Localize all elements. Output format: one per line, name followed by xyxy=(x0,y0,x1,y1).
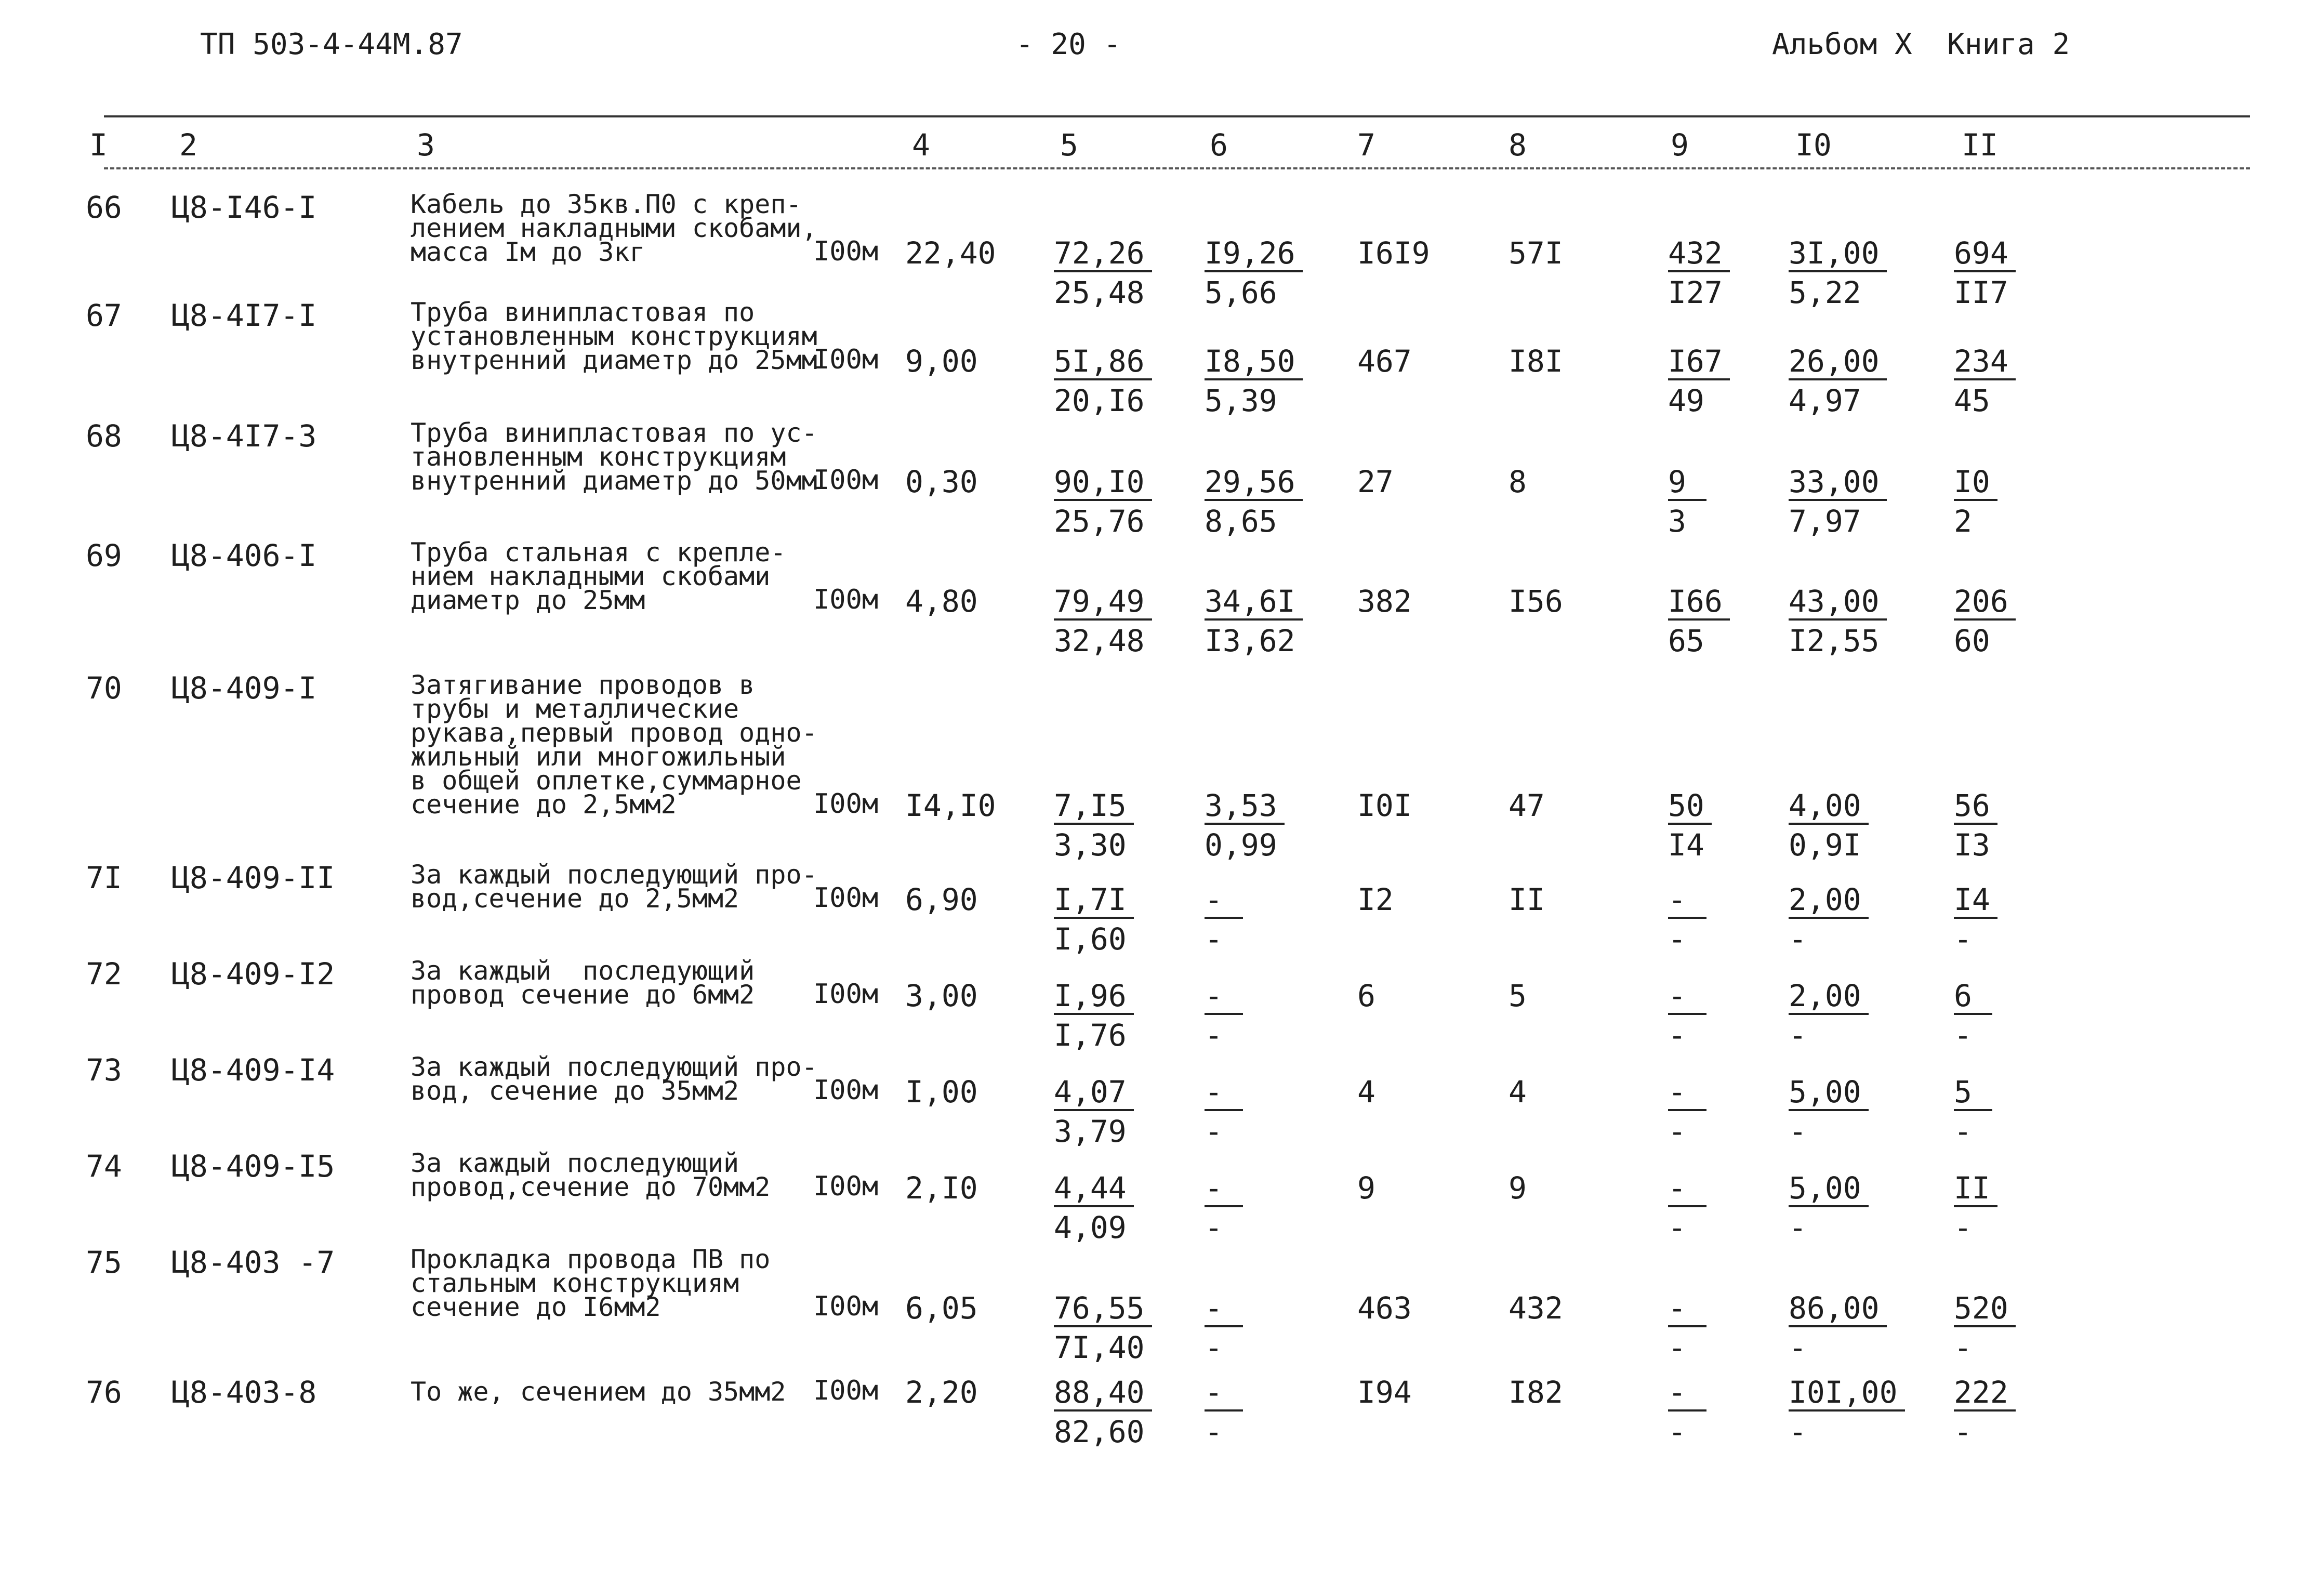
row-quantity: 6,90 xyxy=(905,882,978,917)
fraction-c9 xyxy=(1668,1170,1706,1245)
fraction-c11 xyxy=(1954,464,1997,539)
fraction-c5 xyxy=(1054,788,1134,863)
fraction-c6 xyxy=(1205,464,1303,539)
fraction-denominator: 3 xyxy=(1668,504,1686,539)
row-col8: 57I xyxy=(1509,235,1563,271)
fraction-numerator: 50 xyxy=(1668,790,1712,825)
row-quantity: 2,I0 xyxy=(905,1170,978,1206)
row-unit: I00м xyxy=(813,1171,879,1202)
fraction-numerator: I,7I xyxy=(1054,885,1134,919)
row-col7: 467 xyxy=(1357,344,1412,379)
fraction-c11 xyxy=(1954,1170,1997,1245)
row-number: 68 xyxy=(86,418,122,454)
row-description xyxy=(411,956,816,1010)
description-line: Труба винипластовая по xyxy=(411,297,755,327)
fraction-c9 xyxy=(1668,788,1712,863)
fraction-numerator: 4,44 xyxy=(1054,1173,1134,1207)
row-col8: 4 xyxy=(1509,1074,1527,1110)
row-col7: 463 xyxy=(1357,1290,1412,1326)
fraction-denominator: 25,76 xyxy=(1054,504,1145,539)
fraction-denominator: I3,62 xyxy=(1205,623,1295,658)
fraction-denominator: 60 xyxy=(1954,623,1990,658)
fraction-denominator: - xyxy=(1789,1330,1807,1365)
fraction-numerator: I9,26 xyxy=(1205,238,1303,272)
fraction-denominator: 7I,40 xyxy=(1054,1330,1145,1365)
fraction-denominator: II7 xyxy=(1954,275,2008,310)
description-line: За каждый последующий про- xyxy=(411,860,817,890)
column-header-2: 2 xyxy=(179,127,197,163)
row-col7: 4 xyxy=(1357,1074,1375,1110)
fraction-c11 xyxy=(1954,1290,2016,1365)
fraction-numerator: - xyxy=(1205,1293,1243,1327)
row-col8: II xyxy=(1509,882,1545,917)
fraction-c10 xyxy=(1789,1377,1905,1447)
row-quantity: 0,30 xyxy=(905,464,978,499)
row-col8: I8I xyxy=(1509,344,1563,379)
fraction-numerator: 3I,00 xyxy=(1789,238,1887,272)
row-col8: I56 xyxy=(1509,584,1563,619)
fraction-denominator: - xyxy=(1668,1210,1686,1245)
description-line: сечение до I6мм2 xyxy=(411,1292,661,1322)
description-line: внутренний диаметр до 50мм xyxy=(411,466,817,496)
row-col7: I0I xyxy=(1357,788,1412,823)
row-quantity: 9,00 xyxy=(905,344,978,379)
fraction-denominator: 45 xyxy=(1954,383,1990,418)
fraction-numerator: 72,26 xyxy=(1054,238,1152,272)
row-unit: I00м xyxy=(813,788,879,820)
fraction-c9 xyxy=(1668,978,1706,1053)
description-line: в общей оплетке,суммарное xyxy=(411,766,802,796)
row-col8: 47 xyxy=(1509,788,1545,823)
fraction-c10 xyxy=(1789,235,1887,310)
fraction-c9 xyxy=(1668,1290,1706,1365)
description-line: внутренний диаметр до 25мм xyxy=(411,345,817,375)
fraction-numerator: 4,00 xyxy=(1789,790,1869,825)
fraction-c9 xyxy=(1668,882,1706,957)
column-header-3: 3 xyxy=(417,127,435,163)
fraction-denominator: - xyxy=(1668,1414,1686,1449)
fraction-numerator: I8,50 xyxy=(1205,346,1303,380)
fraction-denominator: I27 xyxy=(1668,275,1723,310)
fraction-numerator: 88,40 xyxy=(1054,1377,1152,1412)
row-description xyxy=(411,537,816,615)
fraction-denominator: 4,97 xyxy=(1789,383,1861,418)
description-line: сечение до 2,5мм2 xyxy=(411,789,677,820)
description-line: установленным конструкциям xyxy=(411,321,817,351)
fraction-c11 xyxy=(1954,978,1992,1053)
row-col7: I6I9 xyxy=(1357,235,1430,271)
column-header-4: 4 xyxy=(912,127,930,163)
fraction-c11 xyxy=(1954,235,2016,310)
fraction-numerator: 79,49 xyxy=(1054,586,1152,621)
description-line: За каждый последующий про- xyxy=(411,1052,817,1082)
fraction-c5 xyxy=(1054,1377,1152,1447)
fraction-numerator: - xyxy=(1668,981,1706,1015)
fraction-numerator: 520 xyxy=(1954,1293,2016,1327)
row-number: 73 xyxy=(86,1052,122,1088)
description-line: провод,сечение до 70мм2 xyxy=(411,1172,771,1202)
row-number: 72 xyxy=(86,956,122,992)
row-col8: 9 xyxy=(1509,1170,1527,1206)
fraction-denominator: 7,97 xyxy=(1789,504,1861,539)
fraction-c5 xyxy=(1054,1290,1152,1365)
fraction-denominator: I,76 xyxy=(1054,1018,1127,1053)
row-description xyxy=(411,189,817,267)
fraction-c11 xyxy=(1954,1377,2016,1447)
row-description xyxy=(411,1148,816,1202)
fraction-c5 xyxy=(1054,1074,1134,1149)
row-description xyxy=(411,860,817,914)
fraction-denominator: 0,9I xyxy=(1789,827,1861,863)
fraction-denominator: - xyxy=(1789,921,1807,957)
fraction-numerator: 9 xyxy=(1668,467,1706,501)
fraction-numerator: 6 xyxy=(1954,981,1992,1015)
description-line: рукава,первый провод одно- xyxy=(411,718,817,748)
fraction-denominator: - xyxy=(1954,921,1972,957)
row-col7: 382 xyxy=(1357,584,1412,619)
row-unit: I00м xyxy=(813,1375,879,1406)
description-line: Кабель до 35кв.П0 с креп- xyxy=(411,189,802,219)
row-description xyxy=(411,1244,816,1322)
fraction-numerator: 90,I0 xyxy=(1054,467,1152,501)
row-code: Ц8-409-I4 xyxy=(171,1052,335,1088)
column-header-6: 6 xyxy=(1210,127,1228,163)
fraction-denominator: 8,65 xyxy=(1205,504,1277,539)
row-number: 74 xyxy=(86,1149,122,1184)
column-header-11: II xyxy=(1962,127,1998,163)
row-quantity: 22,40 xyxy=(905,235,996,271)
fraction-c9 xyxy=(1668,1377,1706,1447)
description-line: масса Iм до 3кг xyxy=(411,237,645,267)
column-header-1: I xyxy=(89,127,108,163)
row-quantity: I4,I0 xyxy=(905,788,996,823)
fraction-c6 xyxy=(1205,882,1243,957)
fraction-c6 xyxy=(1205,1170,1243,1245)
fraction-numerator: I67 xyxy=(1668,346,1730,380)
fraction-denominator: - xyxy=(1668,1330,1686,1365)
column-header-7: 7 xyxy=(1357,127,1375,163)
row-col8: I82 xyxy=(1509,1375,1563,1410)
fraction-c5 xyxy=(1054,1170,1134,1245)
fraction-c5 xyxy=(1054,586,1152,656)
fraction-denominator: - xyxy=(1668,1018,1686,1053)
fraction-denominator: - xyxy=(1205,1018,1223,1053)
description-line: За каждый последующий xyxy=(411,1148,739,1178)
fraction-denominator: - xyxy=(1954,1210,1972,1245)
description-line: диаметр до 25мм xyxy=(411,585,645,615)
row-number: 67 xyxy=(86,298,122,333)
fraction-numerator: - xyxy=(1668,885,1706,919)
fraction-c9 xyxy=(1668,1074,1706,1149)
fraction-numerator: I,96 xyxy=(1054,981,1134,1015)
fraction-numerator: 5I,86 xyxy=(1054,346,1152,380)
fraction-numerator: - xyxy=(1668,1293,1706,1327)
fraction-denominator: - xyxy=(1954,1018,1972,1053)
fraction-c11 xyxy=(1954,346,2016,416)
fraction-denominator: 49 xyxy=(1668,383,1704,418)
fraction-denominator: - xyxy=(1954,1414,1972,1449)
fraction-numerator: I4 xyxy=(1954,885,1997,919)
fraction-c10 xyxy=(1789,1290,1887,1365)
fraction-c10 xyxy=(1789,464,1887,539)
fraction-c11 xyxy=(1954,788,1997,863)
fraction-denominator: - xyxy=(1205,1414,1223,1449)
fraction-numerator: I0I,00 xyxy=(1789,1377,1905,1412)
row-code: Ц8-4I7-3 xyxy=(171,418,317,454)
row-col8: 5 xyxy=(1509,978,1527,1013)
fraction-numerator: - xyxy=(1205,885,1243,919)
fraction-denominator: 20,I6 xyxy=(1054,383,1145,418)
fraction-c6 xyxy=(1205,1290,1243,1365)
fraction-numerator: I0 xyxy=(1954,467,1997,501)
row-number: 75 xyxy=(86,1245,122,1280)
fraction-numerator: 222 xyxy=(1954,1377,2016,1412)
row-description xyxy=(411,297,817,375)
fraction-numerator: I66 xyxy=(1668,586,1730,621)
fraction-c5 xyxy=(1054,235,1152,310)
row-unit: I00м xyxy=(813,1291,879,1322)
fraction-numerator: - xyxy=(1668,1377,1706,1412)
fraction-denominator: 3,79 xyxy=(1054,1114,1127,1149)
fraction-numerator: 3,53 xyxy=(1205,790,1285,825)
fraction-c10 xyxy=(1789,978,1869,1053)
description-line: трубы и металлические xyxy=(411,694,739,724)
description-line: жильный или многожильный xyxy=(411,742,786,772)
row-quantity: 4,80 xyxy=(905,584,978,619)
fraction-c9 xyxy=(1668,346,1730,416)
fraction-c10 xyxy=(1789,1074,1869,1149)
fraction-numerator: - xyxy=(1205,1377,1243,1412)
row-col7: 9 xyxy=(1357,1170,1375,1206)
fraction-denominator: - xyxy=(1789,1018,1807,1053)
row-col7: 27 xyxy=(1357,464,1394,499)
fraction-denominator: 82,60 xyxy=(1054,1414,1145,1449)
fraction-denominator: - xyxy=(1205,1210,1223,1245)
fraction-numerator: 34,6I xyxy=(1205,586,1303,621)
row-number: 66 xyxy=(86,190,122,225)
row-unit: I00м xyxy=(813,1075,879,1106)
description-line: провод сечение до 6мм2 xyxy=(411,980,755,1010)
row-code: Ц8-409-I5 xyxy=(171,1149,335,1184)
row-code: Ц8-403-8 xyxy=(171,1375,317,1410)
description-line: вод,сечение до 2,5мм2 xyxy=(411,883,739,914)
fraction-denominator: 3,30 xyxy=(1054,827,1127,863)
fraction-c9 xyxy=(1668,235,1730,310)
row-code: Ц8-409-I2 xyxy=(171,956,335,992)
row-number: 76 xyxy=(86,1375,122,1410)
row-code: Ц8-4I7-I xyxy=(171,298,317,333)
row-col8: 8 xyxy=(1509,464,1527,499)
row-col7: I94 xyxy=(1357,1375,1412,1410)
fraction-numerator: 2,00 xyxy=(1789,885,1869,919)
fraction-numerator: - xyxy=(1205,981,1243,1015)
description-line: нием накладными скобами xyxy=(411,561,771,591)
row-unit: I00м xyxy=(813,584,879,615)
fraction-c6 xyxy=(1205,788,1285,863)
row-unit: I00м xyxy=(813,236,879,267)
fraction-denominator: 32,48 xyxy=(1054,623,1145,658)
fraction-c9 xyxy=(1668,464,1706,539)
table-header-rule xyxy=(104,167,2250,169)
fraction-numerator: 234 xyxy=(1954,346,2016,380)
fraction-c10 xyxy=(1789,1170,1869,1245)
fraction-numerator: - xyxy=(1205,1077,1243,1111)
row-unit: I00м xyxy=(813,882,879,914)
fraction-c9 xyxy=(1668,586,1730,656)
fraction-c11 xyxy=(1954,1074,1992,1149)
fraction-numerator: 5 xyxy=(1954,1077,1992,1111)
fraction-c6 xyxy=(1205,586,1303,656)
row-code: Ц8-403 -7 xyxy=(171,1245,335,1280)
column-header-10: I0 xyxy=(1795,127,1832,163)
fraction-c6 xyxy=(1205,978,1243,1053)
fraction-numerator: 56 xyxy=(1954,790,1997,825)
fraction-denominator: - xyxy=(1789,1414,1807,1449)
fraction-c10 xyxy=(1789,788,1869,863)
fraction-c10 xyxy=(1789,586,1887,656)
fraction-numerator: 5,00 xyxy=(1789,1077,1869,1111)
row-description xyxy=(411,670,817,820)
fraction-numerator: 2,00 xyxy=(1789,981,1869,1015)
description-line: Затягивание проводов в xyxy=(411,670,755,700)
row-quantity: 6,05 xyxy=(905,1290,978,1326)
row-unit: I00м xyxy=(813,979,879,1010)
description-line: То же, сечением до 35мм2 xyxy=(411,1377,786,1407)
fraction-numerator: II xyxy=(1954,1173,1997,1207)
fraction-denominator: 5,39 xyxy=(1205,383,1277,418)
fraction-denominator: I4 xyxy=(1668,827,1704,863)
fraction-numerator: 43,00 xyxy=(1789,586,1887,621)
fraction-c5 xyxy=(1054,464,1152,539)
fraction-denominator: - xyxy=(1789,1114,1807,1149)
fraction-numerator: - xyxy=(1668,1077,1706,1111)
fraction-denominator: 4,09 xyxy=(1054,1210,1127,1245)
description-line: Труба стальная с крепле- xyxy=(411,537,786,568)
fraction-c6 xyxy=(1205,1074,1243,1149)
row-code: Ц8-409-II xyxy=(171,860,335,895)
row-unit: I00м xyxy=(813,344,879,375)
fraction-denominator: 65 xyxy=(1668,623,1704,658)
fraction-denominator: I3 xyxy=(1954,827,1990,863)
page-number: - 20 - xyxy=(1016,28,1121,61)
row-quantity: I,00 xyxy=(905,1074,978,1110)
fraction-numerator: 4,07 xyxy=(1054,1077,1134,1111)
fraction-denominator: - xyxy=(1205,1330,1223,1365)
row-code: Ц8-406-I xyxy=(171,538,317,573)
fraction-denominator: - xyxy=(1668,1114,1686,1149)
fraction-numerator: 33,00 xyxy=(1789,467,1887,501)
row-code: Ц8-409-I xyxy=(171,670,317,706)
description-line: вод, сечение до 35мм2 xyxy=(411,1076,739,1106)
description-line: Прокладка провода ПВ по xyxy=(411,1244,771,1274)
fraction-c6 xyxy=(1205,235,1303,310)
fraction-numerator: 76,55 xyxy=(1054,1293,1152,1327)
row-number: 7I xyxy=(86,860,122,895)
fraction-c6 xyxy=(1205,1377,1243,1447)
fraction-denominator: - xyxy=(1789,1210,1807,1245)
row-description xyxy=(411,418,817,496)
description-line: Труба винипластовая по ус- xyxy=(411,418,817,448)
description-line: За каждый последующий xyxy=(411,956,755,986)
fraction-numerator: 432 xyxy=(1668,238,1730,272)
fraction-denominator: - xyxy=(1954,1114,1972,1149)
fraction-denominator: I2,55 xyxy=(1789,623,1880,658)
fraction-denominator: 0,99 xyxy=(1205,827,1277,863)
row-col8: 432 xyxy=(1509,1290,1563,1326)
fraction-numerator: 5,00 xyxy=(1789,1173,1869,1207)
fraction-c11 xyxy=(1954,586,2016,656)
fraction-denominator: 2 xyxy=(1954,504,1972,539)
fraction-denominator: I,60 xyxy=(1054,921,1127,957)
fraction-numerator: 29,56 xyxy=(1205,467,1303,501)
fraction-numerator: - xyxy=(1205,1173,1243,1207)
row-number: 70 xyxy=(86,670,122,706)
description-line: лением накладными скобами, xyxy=(411,213,817,243)
column-header-8: 8 xyxy=(1509,127,1527,163)
document-code: ТП 503-4-44М.87 xyxy=(200,28,463,61)
fraction-c10 xyxy=(1789,882,1869,957)
fraction-denominator: - xyxy=(1954,1330,1972,1365)
description-line: стальным конструкциям xyxy=(411,1268,739,1298)
row-description xyxy=(411,1377,816,1407)
fraction-denominator: 25,48 xyxy=(1054,275,1145,310)
fraction-numerator: 694 xyxy=(1954,238,2016,272)
fraction-c5 xyxy=(1054,978,1134,1053)
row-number: 69 xyxy=(86,538,122,573)
fraction-numerator: 86,00 xyxy=(1789,1293,1887,1327)
fraction-denominator: 5,66 xyxy=(1205,275,1277,310)
column-header-9: 9 xyxy=(1671,127,1689,163)
row-quantity: 3,00 xyxy=(905,978,978,1013)
fraction-c11 xyxy=(1954,882,1997,957)
fraction-c10 xyxy=(1789,346,1887,416)
fraction-numerator: 26,00 xyxy=(1789,346,1887,380)
row-col7: 6 xyxy=(1357,978,1375,1013)
fraction-c6 xyxy=(1205,346,1303,416)
row-quantity: 2,20 xyxy=(905,1375,978,1410)
fraction-c5 xyxy=(1054,346,1152,416)
album-label: Альбом X Книга 2 xyxy=(1772,28,2070,61)
fraction-denominator: - xyxy=(1205,921,1223,957)
fraction-numerator: 206 xyxy=(1954,586,2016,621)
fraction-numerator: 7,I5 xyxy=(1054,790,1134,825)
fraction-denominator: - xyxy=(1205,1114,1223,1149)
fraction-denominator: - xyxy=(1668,921,1686,957)
fraction-numerator: - xyxy=(1668,1173,1706,1207)
row-unit: I00м xyxy=(813,465,879,496)
fraction-denominator: 5,22 xyxy=(1789,275,1861,310)
row-code: Ц8-I46-I xyxy=(171,190,317,225)
column-header-5: 5 xyxy=(1060,127,1078,163)
row-col7: I2 xyxy=(1357,882,1394,917)
row-description xyxy=(411,1052,817,1106)
description-line: тановленным конструкциям xyxy=(411,442,786,472)
fraction-c5 xyxy=(1054,882,1134,957)
table-top-rule xyxy=(104,115,2250,117)
